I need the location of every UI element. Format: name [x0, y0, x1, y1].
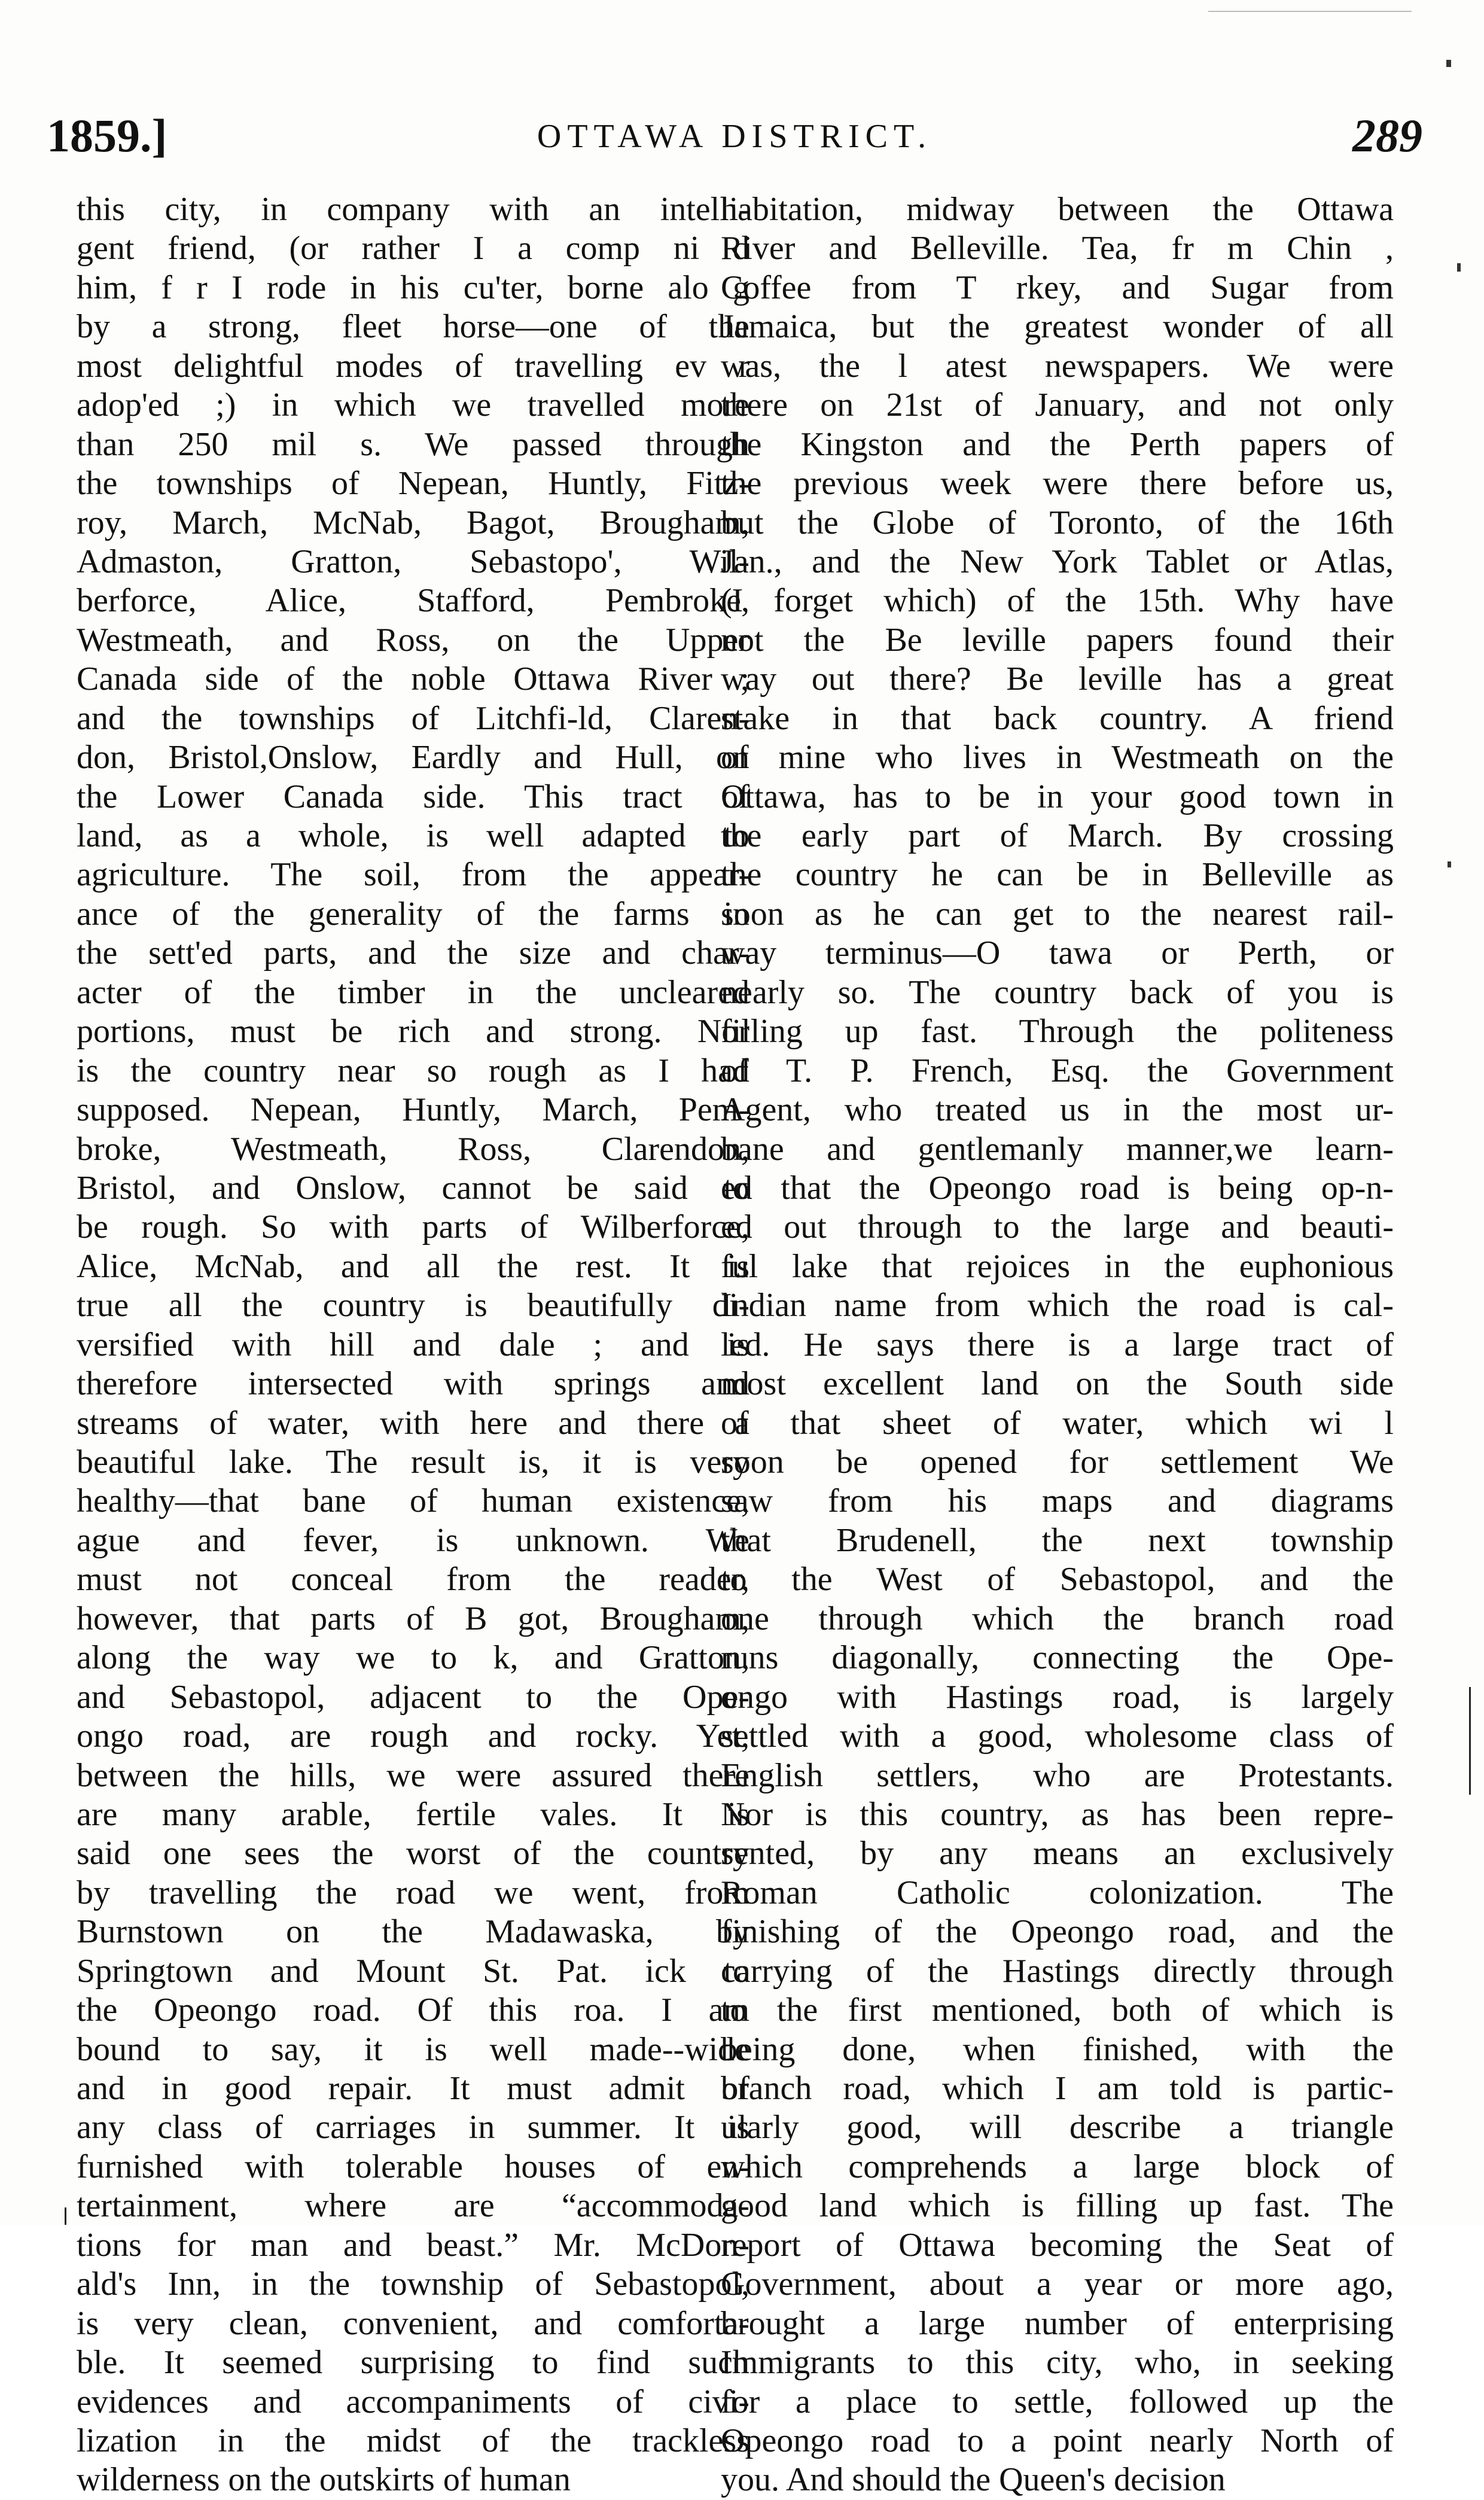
- text-line: and in good repair. It must admit of: [77, 2070, 749, 2107]
- text-line: (I forget which) of the 15th. Why have: [721, 582, 1394, 620]
- top-edge-mark: [1208, 11, 1412, 12]
- text-line: ance of the generality of the farms in: [77, 895, 749, 933]
- text-line: the Opeongo road. Of this roa. I am: [77, 1992, 749, 2029]
- text-line: finishing of the Opeongo road, and the: [721, 1913, 1394, 1951]
- text-line: Jan., and the New York Tablet or Atlas,: [721, 543, 1394, 580]
- text-line: healthy—that bane of human existence,: [77, 1482, 749, 1520]
- text-line: broke, Westmeath, Ross, Clarendon,: [77, 1130, 749, 1168]
- text-line: tions for man and beast.” Mr. McDon-: [77, 2226, 749, 2264]
- text-line: the Kingston and the Perth papers of: [721, 425, 1394, 463]
- left-column: [77, 190, 749, 2500]
- scan-edge-line: [65, 2207, 66, 2225]
- text-line: Indian name from which the road is cal-: [721, 1287, 1394, 1324]
- text-line: filling up fast. Through the politeness: [721, 1013, 1394, 1050]
- text-line: the previous week were there before us,: [721, 465, 1394, 503]
- text-line: one through which the branch road: [721, 1600, 1394, 1637]
- text-line: way out there? Be leville has a great: [721, 660, 1394, 698]
- text-line: which comprehends a large block of: [721, 2148, 1394, 2185]
- text-line: ague and fever, is unknown. We: [77, 1521, 749, 1559]
- text-line: soon as he can get to the nearest rail-: [721, 895, 1394, 933]
- text-line: versified with hill and dale ; and is: [77, 1326, 749, 1363]
- text-line: than 250 mil s. We passed through: [77, 425, 749, 463]
- text-line: Agent, who treated us in the most ur-: [721, 1091, 1394, 1129]
- text-line: streams of water, with here and there a: [77, 1404, 749, 1442]
- text-line: between the hills, we were assured there: [77, 1756, 749, 1794]
- text-line: and the townships of Litchfi-ld, Claren-: [77, 699, 749, 737]
- text-line: furnished with tolerable houses of en-: [77, 2148, 749, 2185]
- text-line: most excellent land on the South side: [721, 1365, 1394, 1403]
- text-line: portions, must be rich and strong. Nor: [77, 1013, 749, 1050]
- text-line: ed that the Opeongo road is being op-n-: [721, 1169, 1394, 1207]
- text-line: is the country near so rough as I had: [77, 1052, 749, 1089]
- text-line: Opeongo road to a point nearly North of: [721, 2422, 1394, 2459]
- text-line: Springtown and Mount St. Pat. ick to: [77, 1952, 749, 1990]
- text-line: brought a large number of enterprising: [721, 2304, 1394, 2342]
- scan-speck: [1446, 60, 1451, 67]
- text-line: Government, about a year or more ago,: [721, 2265, 1394, 2303]
- text-line: ald's Inn, in the township of Sebastopol,: [77, 2265, 749, 2303]
- scan-edge-line-right: [1469, 1687, 1471, 1795]
- text-line: along the way we to k, and Gratton,: [77, 1639, 749, 1677]
- text-line: land, as a whole, is well adapted to: [77, 817, 749, 854]
- text-line: soon be opened for settlement We: [721, 1444, 1394, 1481]
- text-line: agriculture. The soil, from the appear-: [77, 856, 749, 894]
- text-line: Bristol, and Onslow, cannot be said to: [77, 1169, 749, 1207]
- text-line: most delightful modes of travelling ev r: [77, 347, 749, 385]
- right-column: [721, 190, 1394, 2500]
- text-line: wilderness on the outskirts of human: [77, 2461, 571, 2499]
- text-line: and Sebastopol, adjacent to the Ope-: [77, 1678, 749, 1716]
- text-line: sented, by any means an exclusively: [721, 1835, 1394, 1872]
- text-line: be rough. So with parts of Wilberforce,: [77, 1208, 749, 1246]
- text-line: the country he can be in Belleville as: [721, 856, 1394, 894]
- text-line: Roman Catholic colonization. The: [721, 1874, 1394, 1911]
- text-line: English settlers, who are Protestants.: [721, 1756, 1394, 1794]
- text-line: tertainment, where are “accommoda-: [77, 2187, 749, 2225]
- text-line: being done, when finished, with the: [721, 2030, 1394, 2068]
- text-line: Alice, McNab, and all the rest. It is: [77, 1247, 749, 1285]
- text-line: Ottawa, has to be in your good town in: [721, 778, 1394, 815]
- text-line: report of Ottawa becoming the Seat of: [721, 2226, 1394, 2264]
- text-line: the Lower Canada side. This tract of: [77, 778, 749, 815]
- text-line: stake in that back country. A friend: [721, 699, 1394, 737]
- text-line: however, that parts of B got, Brougham,: [77, 1600, 749, 1637]
- text-line: Canada side of the noble Ottawa River ;: [77, 660, 749, 698]
- text-line: said one sees the worst of the country: [77, 1835, 749, 1872]
- text-line: berforce, Alice, Stafford, Pembroke,: [77, 582, 749, 620]
- text-line: Burnstown on the Madawaska, by: [77, 1913, 749, 1951]
- text-line: not the Be leville papers found their: [721, 621, 1394, 659]
- text-line: ful lake that rejoices in the euphonious: [721, 1247, 1394, 1285]
- text-line: the early part of March. By crossing: [721, 817, 1394, 854]
- text-line: are many arable, fertile vales. It is: [77, 1795, 749, 1833]
- text-line: Admaston, Gratton, Sebastopo', Wil-: [77, 543, 749, 580]
- text-line: for a place to settle, followed up the: [721, 2383, 1394, 2420]
- text-line: gent friend, (or rather I a comp ni d: [77, 230, 749, 267]
- header-year: 1859.]: [47, 109, 167, 162]
- text-line: ed out through to the large and beauti-: [721, 1208, 1394, 1246]
- text-line: saw from his maps and diagrams: [721, 1482, 1394, 1520]
- text-line: acter of the timber in the uncleared: [77, 973, 749, 1011]
- text-line: that Brudenell, the next township: [721, 1521, 1394, 1559]
- text-line: lization in the midst of the trackless: [77, 2422, 749, 2459]
- text-line: evidences and accompaniments of civi-: [77, 2383, 749, 2420]
- text-line: habitation, midway between the Ottawa: [721, 191, 1394, 228]
- text-line: Immigrants to this city, who, in seeking: [721, 2344, 1394, 2382]
- text-line: the sett'ed parts, and the size and char-: [77, 934, 749, 972]
- text-line: bound to say, it is well made--wide: [77, 2030, 749, 2068]
- text-line: him, f r I rode in his cu'ter, borne alo g: [77, 269, 749, 306]
- scan-speck: [1448, 861, 1451, 867]
- text-line: the townships of Nepean, Huntly, Fitz-: [77, 465, 749, 503]
- text-line: good land which is filling up fast. The: [721, 2187, 1394, 2225]
- text-line: to the first mentioned, both of which is: [721, 1992, 1394, 2029]
- text-line: adop'ed ;) in which we travelled more: [77, 386, 749, 424]
- text-line: nearly so. The country back of you is: [721, 973, 1394, 1011]
- text-line: bane and gentlemanly manner,we learn-: [721, 1130, 1394, 1168]
- text-line: ble. It seemed surprising to find such: [77, 2344, 749, 2382]
- text-line: ularly good, will describe a triangle: [721, 2109, 1394, 2146]
- text-line: was, the l atest newspapers. We were: [721, 347, 1394, 385]
- text-line: supposed. Nepean, Huntly, March, Pem-: [77, 1091, 749, 1129]
- text-line: runs diagonally, connecting the Ope-: [721, 1639, 1394, 1677]
- text-line: ongo road, are rough and rocky. Yet,: [77, 1718, 749, 1755]
- text-line: true all the country is beautifully di-: [77, 1287, 749, 1324]
- text-line: any class of carriages in summer. It is: [77, 2109, 749, 2146]
- text-line: Westmeath, and Ross, on the Upper: [77, 621, 749, 659]
- text-line: don, Bristol,Onslow, Eardly and Hull, on: [77, 739, 749, 777]
- text-line: Coffee from T rkey, and Sugar from: [721, 269, 1394, 306]
- text-line: this city, in company with an intelli-: [77, 191, 749, 228]
- text-line: Nor is this country, as has been repre-: [721, 1795, 1394, 1833]
- text-line: settled with a good, wholesome class of: [721, 1718, 1394, 1755]
- text-line: beautiful lake. The result is, it is very: [77, 1444, 749, 1481]
- text-line: ongo with Hastings road, is largely: [721, 1678, 1394, 1716]
- text-line: but the Globe of Toronto, of the 16th: [721, 504, 1394, 541]
- text-line: branch road, which I am told is partic-: [721, 2070, 1394, 2107]
- running-header: [47, 109, 1422, 169]
- text-line: Jamaica, but the greatest wonder of all: [721, 308, 1394, 346]
- text-line: of that sheet of water, which wi l: [721, 1404, 1394, 1442]
- text-line: of mine who lives in Westmeath on the: [721, 739, 1394, 777]
- text-line: way terminus—O tawa or Perth, or: [721, 934, 1394, 972]
- text-line: there on 21st of January, and not only: [721, 386, 1394, 424]
- text-line: River and Belleville. Tea, fr m Chin ,: [721, 230, 1394, 267]
- page-number: 289: [1352, 109, 1422, 162]
- text-line: led. He says there is a large tract of: [721, 1326, 1394, 1363]
- text-line: is very clean, convenient, and comforta-: [77, 2304, 749, 2342]
- text-line: roy, March, McNab, Bagot, Brougham,: [77, 504, 749, 541]
- header-title: OTTAWA DISTRICT.: [537, 118, 933, 155]
- text-line: you. And should the Queen's decision: [721, 2461, 1226, 2499]
- scan-speck: [1457, 263, 1461, 272]
- text-line: carrying of the Hastings directly through: [721, 1952, 1394, 1990]
- text-line: of T. P. French, Esq. the Government: [721, 1052, 1394, 1089]
- text-line: to the West of Sebastopol, and the: [721, 1561, 1394, 1598]
- text-line: must not conceal from the reader,: [77, 1561, 749, 1598]
- text-line: by a strong, fleet horse—one of the: [77, 308, 749, 346]
- text-line: therefore intersected with springs and: [77, 1365, 749, 1403]
- text-line: by travelling the road we went, from: [77, 1874, 749, 1911]
